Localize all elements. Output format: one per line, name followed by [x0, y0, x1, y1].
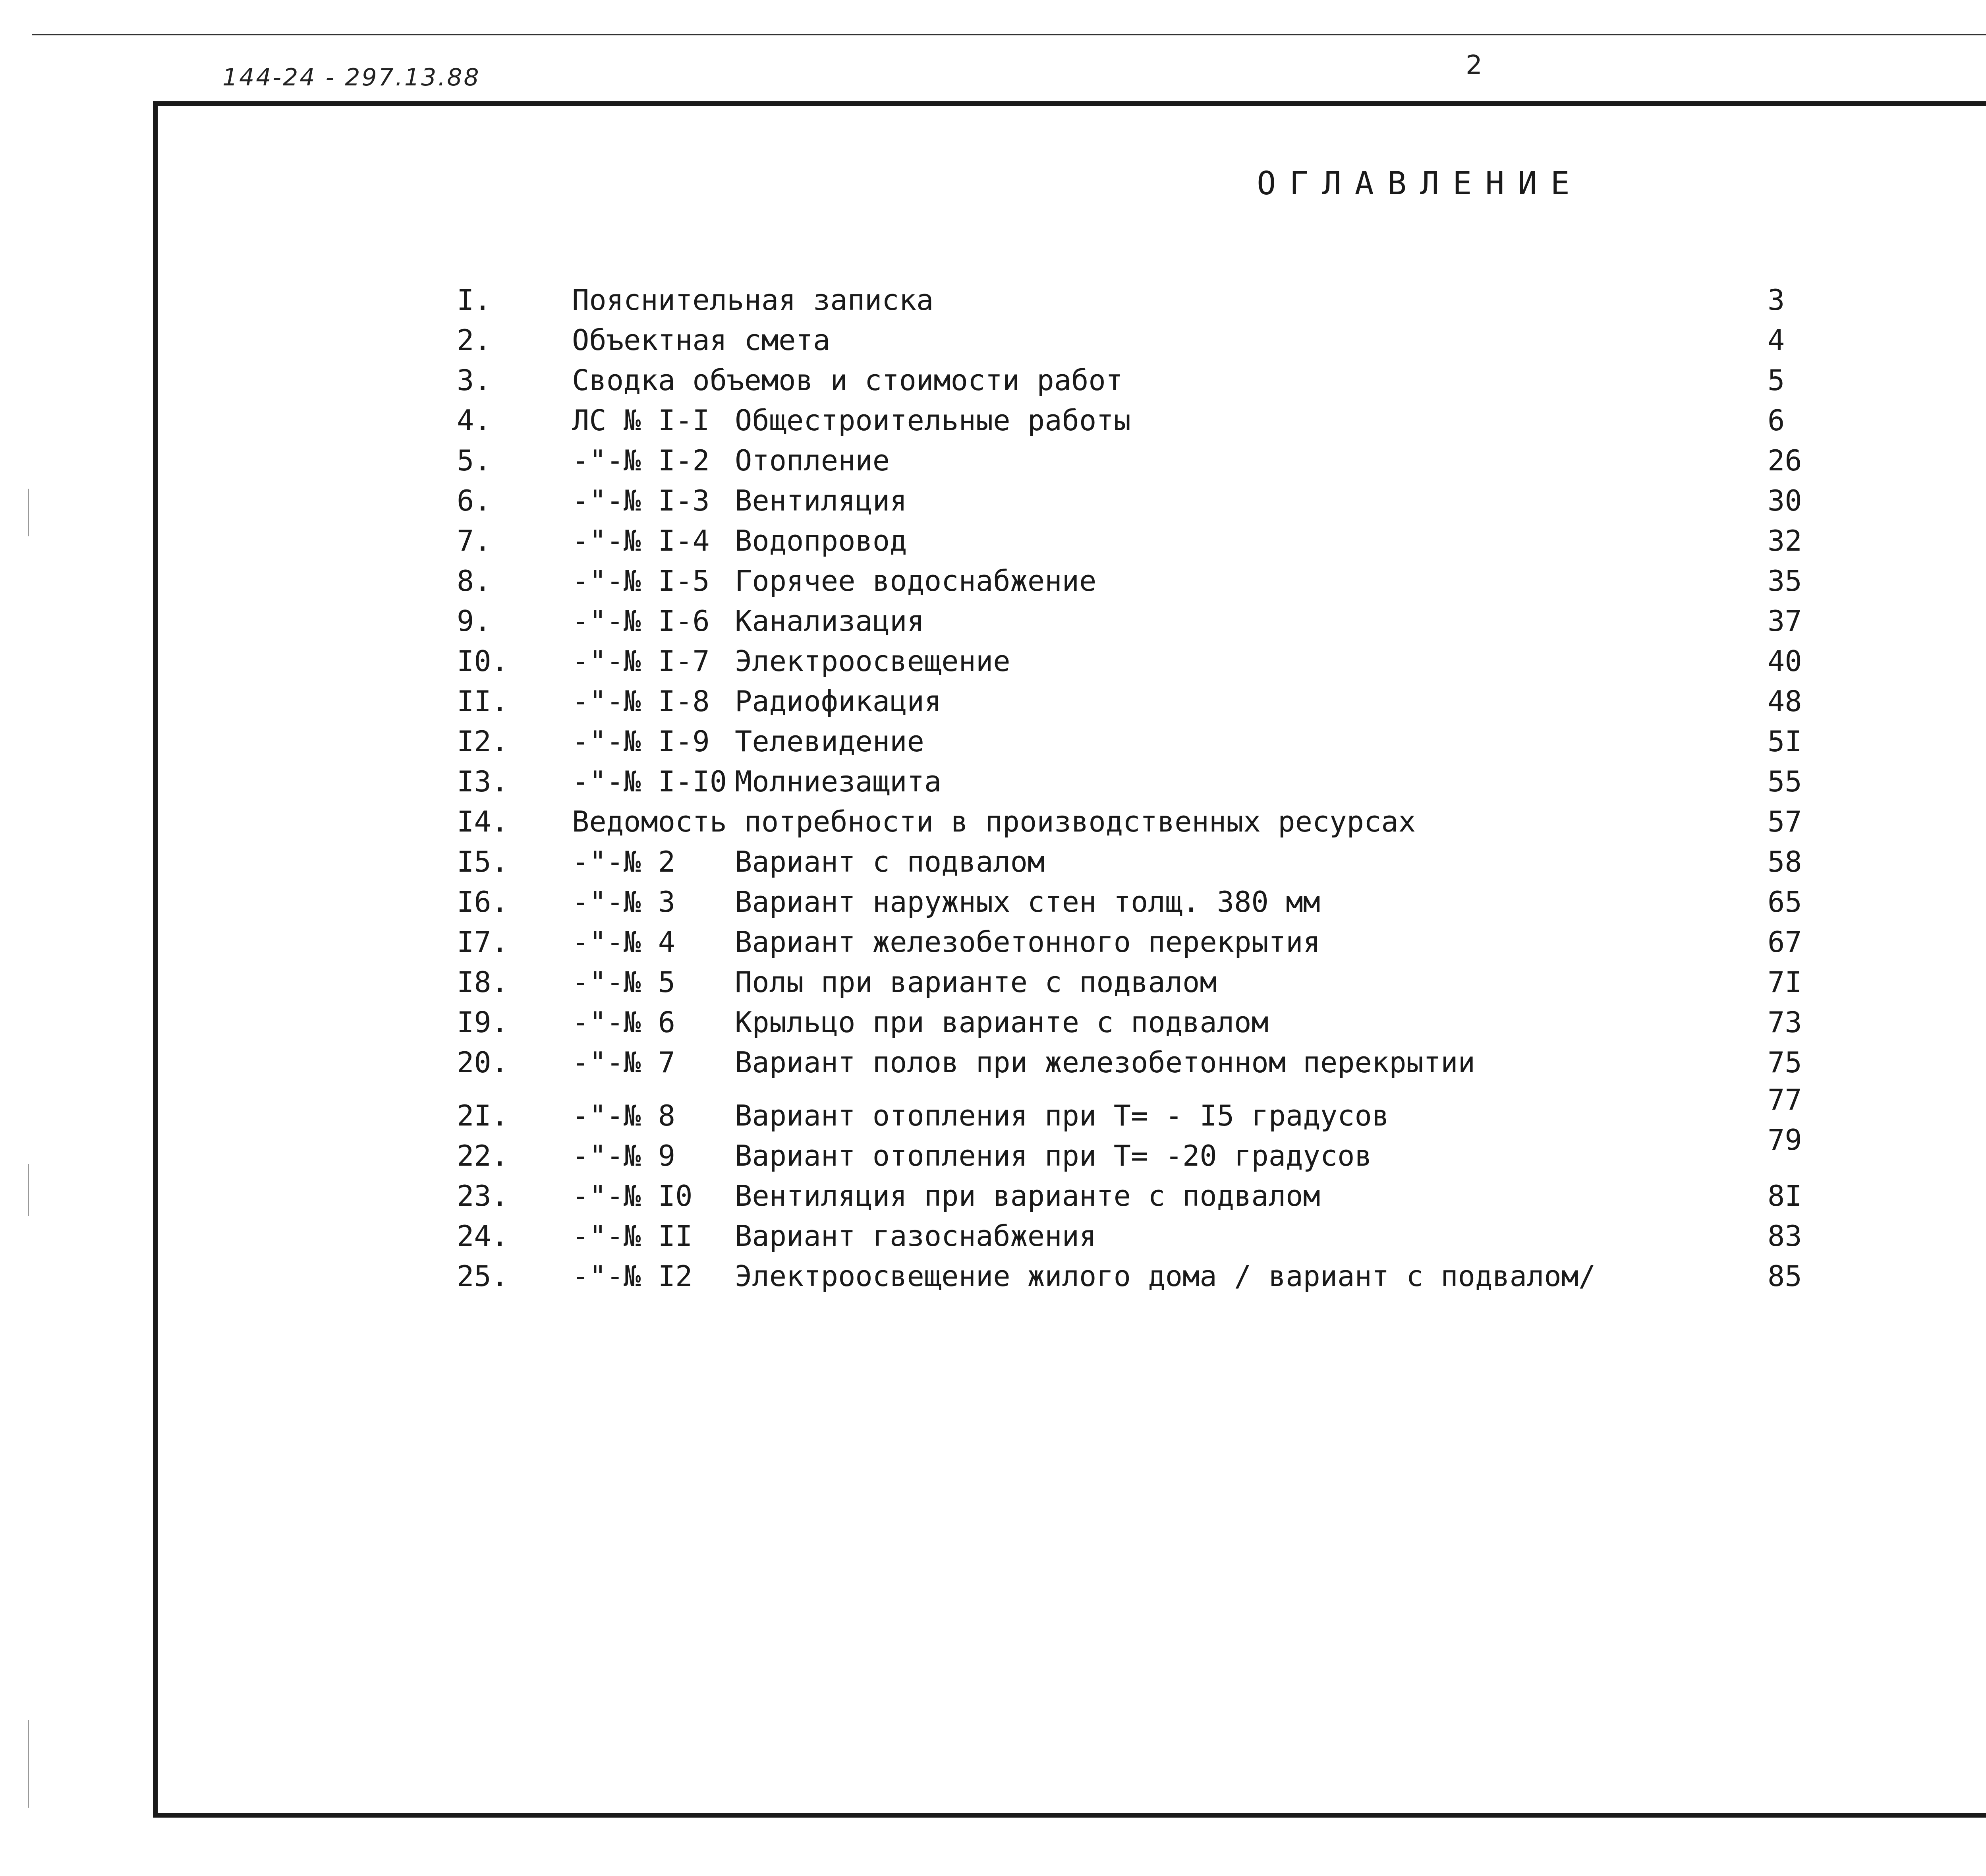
toc-reference: -"-№ I-2	[572, 444, 710, 477]
document-code: 144-24 - 297.13.88	[222, 64, 481, 91]
toc-number: I2.	[457, 725, 509, 758]
toc-reference: -"-№ I-6	[572, 604, 710, 638]
toc-title: Отопление	[735, 444, 890, 477]
margin-mark	[28, 1720, 29, 1808]
toc-reference: -"-№ I-3	[572, 484, 710, 517]
toc-row	[0, 1083, 1986, 1135]
toc-page: 77	[1768, 1083, 1802, 1116]
top-edge-line	[32, 34, 1986, 35]
toc-number: 6.	[457, 484, 491, 517]
toc-row	[0, 360, 1986, 400]
toc-number: I8.	[457, 965, 509, 999]
toc-reference: -"-№ 4	[572, 925, 676, 959]
toc-page: 85	[1768, 1259, 1802, 1293]
toc-page: 55	[1768, 765, 1802, 798]
toc-row	[0, 1256, 1986, 1296]
toc-page: 37	[1768, 604, 1802, 638]
toc-number: 7.	[457, 524, 491, 557]
toc-number: 2I.	[457, 1099, 509, 1132]
toc-title: Общестроительные работы	[735, 404, 1131, 437]
toc-title: Вариант отопления при Т= -20 градусов	[735, 1139, 1372, 1172]
toc-row	[0, 842, 1986, 882]
toc-page: 26	[1768, 444, 1802, 477]
toc-row	[0, 882, 1986, 922]
toc-page: 30	[1768, 484, 1802, 517]
toc-row	[0, 320, 1986, 360]
toc-page: 48	[1768, 685, 1802, 718]
toc-row	[0, 601, 1986, 641]
toc-page: 73	[1768, 1006, 1802, 1039]
toc-page: 8I	[1768, 1179, 1802, 1213]
toc-title: Канализация	[735, 604, 924, 638]
toc-reference: -"-№ 8	[572, 1099, 676, 1132]
toc-row	[0, 1176, 1986, 1216]
toc-page: 32	[1768, 524, 1802, 557]
toc-title: Вариант газоснабжения	[735, 1219, 1097, 1253]
toc-page: 3	[1768, 283, 1785, 317]
toc-title: Вариант с подвалом	[735, 845, 1045, 878]
toc-reference: -"-№ I0	[572, 1179, 693, 1213]
toc-number: I6.	[457, 885, 509, 919]
toc-reference: -"-№ I-I0	[572, 765, 727, 798]
toc-number: I7.	[457, 925, 509, 959]
toc-row	[0, 481, 1986, 520]
toc-title: Вентиляция	[735, 484, 907, 517]
toc-title: Объектная смета	[572, 323, 831, 357]
toc-row	[0, 561, 1986, 601]
toc-page: 58	[1768, 845, 1802, 878]
toc-page: 4	[1768, 323, 1785, 357]
toc-row	[0, 802, 1986, 841]
toc-row	[0, 521, 1986, 561]
toc-number: I5.	[457, 845, 509, 878]
toc-reference: -"-№ 6	[572, 1006, 676, 1039]
toc-number: 8.	[457, 564, 491, 598]
page-title: ОГЛАВЛЕНИЕ	[1257, 165, 1583, 202]
toc-page: 79	[1768, 1123, 1802, 1157]
toc-page: 35	[1768, 564, 1802, 598]
toc-title: Молниезащита	[735, 765, 942, 798]
toc-number: 4.	[457, 404, 491, 437]
toc-reference: -"-№ 2	[572, 845, 676, 878]
toc-title: Телевидение	[735, 725, 924, 758]
toc-number: 25.	[457, 1259, 509, 1293]
toc-row	[0, 1216, 1986, 1256]
page-number: 2	[1466, 50, 1484, 80]
toc-reference: -"-№ I-7	[572, 644, 710, 678]
toc-row	[0, 641, 1986, 681]
toc-row	[0, 721, 1986, 761]
toc-reference: -"-№ 7	[572, 1046, 676, 1079]
toc-number: 3.	[457, 364, 491, 397]
toc-title: Полы при варианте с подвалом	[735, 965, 1217, 999]
toc-row	[0, 400, 1986, 440]
toc-page: 57	[1768, 805, 1802, 838]
toc-title: Ведомость потребности в производственных ресурсах	[572, 805, 1416, 838]
toc-number: 24.	[457, 1219, 509, 1253]
toc-title: Крыльцо при варианте с подвалом	[735, 1006, 1269, 1039]
toc-title: Вариант наружных стен толщ. 380 мм	[735, 885, 1320, 919]
toc-row	[0, 962, 1986, 1002]
toc-page: 83	[1768, 1219, 1802, 1253]
toc-page: 75	[1768, 1046, 1802, 1079]
toc-reference: -"-№ I-5	[572, 564, 710, 598]
toc-row	[0, 280, 1986, 320]
toc-page: 7I	[1768, 965, 1802, 999]
toc-row	[0, 1123, 1986, 1176]
toc-number: 9.	[457, 604, 491, 638]
toc-page: 5I	[1768, 725, 1802, 758]
toc-row	[0, 762, 1986, 801]
toc-title: Горячее водоснабжение	[735, 564, 1097, 598]
toc-number: II.	[457, 685, 509, 718]
toc-title: Пояснительная записка	[572, 283, 934, 317]
toc-number: I4.	[457, 805, 509, 838]
toc-reference: -"-№ 9	[572, 1139, 676, 1172]
toc-reference: -"-№ I-9	[572, 725, 710, 758]
toc-number: 20.	[457, 1046, 509, 1079]
toc-title: Радиофикация	[735, 685, 942, 718]
toc-number: I9.	[457, 1006, 509, 1039]
toc-page: 6	[1768, 404, 1785, 437]
toc-page: 67	[1768, 925, 1802, 959]
toc-reference: -"-№ I-8	[572, 685, 710, 718]
toc-title: Вентиляция при варианте с подвалом	[735, 1179, 1320, 1213]
toc-number: 22.	[457, 1139, 509, 1172]
toc-number: 5.	[457, 444, 491, 477]
toc-title: Вариант полов при железобетонном перекрытии	[735, 1046, 1475, 1079]
toc-row	[0, 1042, 1986, 1082]
toc-title: Сводка объемов и стоимости работ	[572, 364, 1123, 397]
toc-title: Электроосвещение	[735, 644, 1010, 678]
toc-row	[0, 1002, 1986, 1042]
toc-reference: -"-№ I2	[572, 1259, 693, 1293]
toc-title: Вариант железобетонного перекрытия	[735, 925, 1320, 959]
toc-row	[0, 922, 1986, 962]
toc-row	[0, 441, 1986, 480]
toc-reference: ЛС № I-I	[572, 404, 710, 437]
toc-page: 65	[1768, 885, 1802, 919]
toc-number: 2.	[457, 323, 491, 357]
toc-title: Электроосвещение жилого дома / вариант с подвалом/	[735, 1259, 1596, 1293]
toc-row	[0, 681, 1986, 721]
toc-page: 5	[1768, 364, 1785, 397]
toc-number: I0.	[457, 644, 509, 678]
toc-reference: -"-№ I-4	[572, 524, 710, 557]
toc-number: 23.	[457, 1179, 509, 1213]
toc-reference: -"-№ 5	[572, 965, 676, 999]
toc-title: Вариант отопления при Т= - I5 градусов	[735, 1099, 1389, 1132]
toc-reference: -"-№ II	[572, 1219, 693, 1253]
toc-title: Водопровод	[735, 524, 907, 557]
toc-number: I3.	[457, 765, 509, 798]
toc-page: 40	[1768, 644, 1802, 678]
toc-number: I.	[457, 283, 491, 317]
toc-reference: -"-№ 3	[572, 885, 676, 919]
